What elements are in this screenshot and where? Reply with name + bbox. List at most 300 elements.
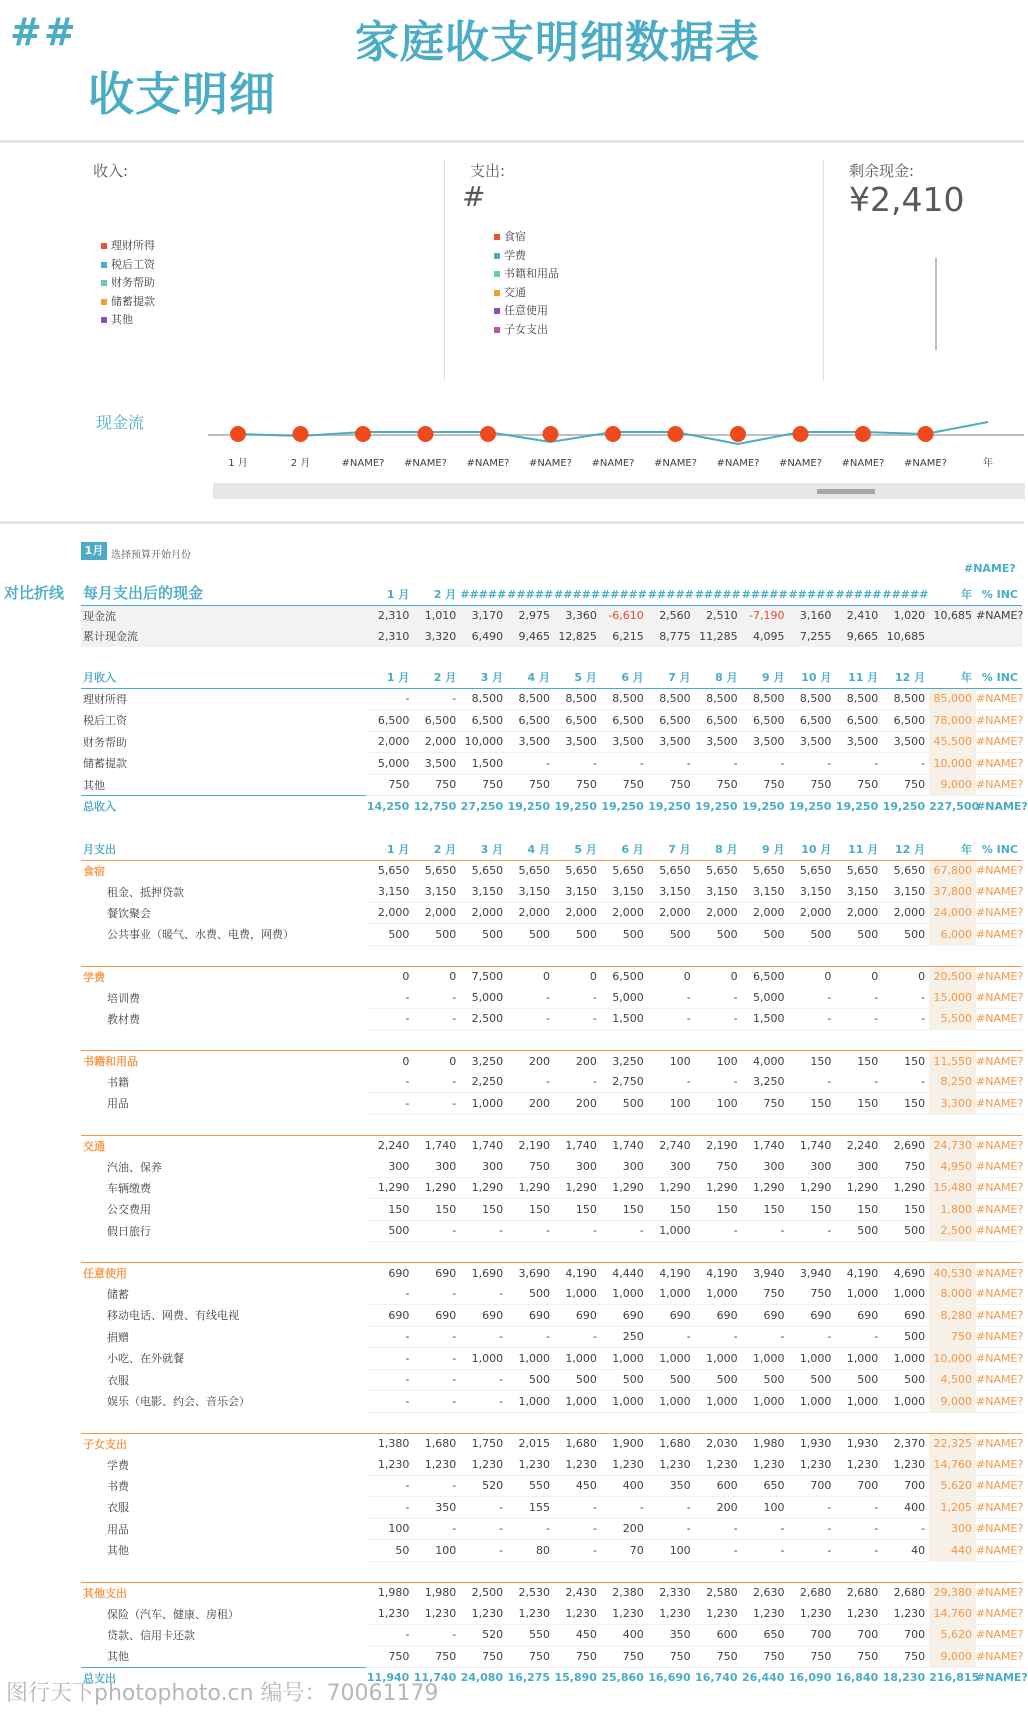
cell: 6 月 [601,667,648,688]
table-row [81,626,1022,647]
cell: #NAME? [976,966,1022,987]
cell: 350 [648,1475,695,1497]
divider [0,521,1024,524]
cell: 2 月 [413,667,460,688]
cell: 0 [788,966,835,987]
cell: - [366,1475,413,1497]
cell: 500 [460,924,507,946]
cell: 2 月 [413,584,460,605]
legend-swatch [101,243,107,249]
cell: 750 [366,1646,413,1668]
cell: - [788,1008,835,1030]
cell: - [413,1475,460,1497]
cell: 690 [507,1305,554,1327]
row-label: 月支出 [81,839,366,860]
cell: 1,000 [648,1348,695,1370]
cell: #NAME? [976,902,1022,924]
cell: 8,500 [601,688,648,710]
cell: 1,290 [882,1177,929,1199]
cell: 750 [882,1156,929,1177]
cell: 2,000 [788,902,835,924]
legend-item [494,302,559,321]
cell: 0 [413,1051,460,1072]
cell: #NAME? [976,1220,1022,1242]
x-tick-label: #NAME? [779,458,822,469]
cell: 8,000 [929,1284,976,1305]
cell: - [835,1326,882,1348]
cell: 2,500 [460,1008,507,1030]
cell: 1,000 [554,1391,601,1413]
row-label: 食宿 [81,860,366,881]
cell: 1,000 [695,1391,742,1413]
cell: 300 [929,1518,976,1540]
cell: 6,215 [601,626,648,647]
cell: 2,000 [366,731,413,753]
cell: 年 [929,839,976,860]
cell: #NAME? [976,1454,1022,1475]
start-month-select[interactable]: 1月 [81,542,107,560]
cell: - [554,987,601,1008]
cell: 11,285 [695,626,742,647]
cell: 1,500 [742,1008,789,1030]
cell: 5,000 [460,987,507,1008]
cell: 5,650 [507,860,554,881]
cell: ##### [788,584,835,605]
cell: - [695,1518,742,1540]
cell: - [413,688,460,710]
cell: 750 [648,774,695,796]
cell: 1 月 [366,584,413,605]
spacer-row [81,1114,1022,1135]
cell: 100 [695,1051,742,1072]
cell: 750 [695,774,742,796]
cell: 450 [554,1624,601,1646]
cell: 1,290 [413,1177,460,1199]
cell: 7,255 [788,626,835,647]
cell: 1,230 [882,1603,929,1624]
cell: 1,680 [648,1433,695,1454]
cell: 690 [554,1305,601,1327]
cell: 500 [695,1369,742,1391]
cell: 100 [648,1051,695,1072]
cell: 1,380 [366,1433,413,1454]
legend-label: 财务帮助 [111,276,155,289]
cell: 1,230 [835,1603,882,1624]
cell: 400 [882,1497,929,1519]
cell: 7 月 [648,667,695,688]
cell: 19,250 [648,796,695,817]
cell: 9,665 [835,626,882,647]
table-row [81,924,1022,946]
row-label: 车辆缴费 [107,1181,151,1195]
cell: 750 [460,774,507,796]
cell: 10,000 [929,1348,976,1370]
cell: 19,250 [882,796,929,817]
cell: 3,690 [507,1263,554,1284]
row-label: 假日旅行 [107,1224,151,1238]
cell: 2,190 [695,1135,742,1156]
cell: 1,000 [554,1284,601,1305]
cashflow-point [730,426,746,442]
cell: 12,750 [413,796,460,817]
cell: 5,650 [788,860,835,881]
cell: 2,740 [648,1135,695,1156]
cell: - [460,1220,507,1242]
cell: 1,000 [601,1284,648,1305]
spacer-row [81,1242,1022,1263]
cell: 8,500 [882,688,929,710]
cell: #NAME? [976,774,1022,796]
cell: 300 [648,1156,695,1177]
cell: #NAME? [976,1391,1022,1413]
cell: 45,500 [929,731,976,753]
cell: 500 [601,1369,648,1391]
cell: 1,230 [648,1454,695,1475]
table-row [81,1391,1022,1413]
cell: 4,950 [929,1156,976,1177]
cell: 8,500 [835,688,882,710]
cell: 3,150 [554,881,601,902]
cell: 1,740 [788,1135,835,1156]
cell: 500 [835,1220,882,1242]
legend-item [494,321,559,340]
cell: 690 [788,1305,835,1327]
cell: - [742,1518,789,1540]
cell: 1,290 [835,1177,882,1199]
cell: 12 月 [882,839,929,860]
income-table [81,667,1028,817]
cell: 690 [413,1305,460,1327]
cash-table [81,584,1022,647]
cell: 500 [648,1369,695,1391]
table-row [81,1646,1022,1668]
table-row [81,1093,1022,1115]
category-row [81,1433,1022,1454]
cell: ##### [554,584,601,605]
row-label [81,584,366,605]
chart-scrollbar[interactable] [213,483,1025,499]
cell: 5,000 [366,753,413,775]
cell: - [366,1093,413,1115]
cell: - [413,1220,460,1242]
row-label: 学费 [81,966,366,987]
cell: % INC [976,584,1022,605]
cell: 80 [507,1540,554,1562]
cell: 5,650 [366,860,413,881]
cell: 1,000 [788,1391,835,1413]
cell: 6,500 [742,710,789,732]
legend-label: 子女支出 [504,322,548,336]
cell: 6,500 [366,710,413,732]
total-row [81,796,1022,817]
cell: 8,500 [648,688,695,710]
cell: 3,940 [742,1263,789,1284]
table-row [81,1518,1022,1540]
cell: - [366,1369,413,1391]
row-label: 餐饮聚会 [107,906,151,920]
cell: 500 [601,1093,648,1115]
cell: -6,610 [601,605,648,626]
cell: 1,980 [742,1433,789,1454]
cell: #NAME? [976,731,1022,753]
table-row [81,605,1022,626]
row-label: 交通 [81,1135,366,1156]
cell: - [554,1008,601,1030]
cell: 5,650 [413,860,460,881]
cell: 1,230 [507,1454,554,1475]
cell: - [835,987,882,1008]
legend-item [101,237,155,256]
cell: 5,000 [742,987,789,1008]
cell: 2,680 [882,1582,929,1603]
cell: 1,740 [742,1135,789,1156]
cell: 150 [882,1093,929,1115]
cell: #NAME? [976,1305,1022,1327]
cell: 1,930 [835,1433,882,1454]
cell: - [788,1220,835,1242]
cell: 500 [507,1369,554,1391]
cell: - [507,1326,554,1348]
cell: 150 [882,1051,929,1072]
cell: 3,500 [835,731,882,753]
row-label: 用品 [107,1522,129,1536]
cell: 750 [507,1646,554,1668]
cell: 3,150 [882,881,929,902]
cell: #NAME? [976,881,1022,902]
cell: 300 [460,1156,507,1177]
cell: 9,000 [929,1646,976,1668]
legend-item [101,274,155,293]
cell: #NAME? [976,796,1022,817]
cell: 100 [742,1497,789,1519]
cell: 4,000 [742,1051,789,1072]
cell: 24,080 [460,1667,507,1688]
cell: - [460,1284,507,1305]
cell: 8,775 [648,626,695,647]
cell: 8,500 [460,688,507,710]
cell: 9 月 [742,839,789,860]
cell: 150 [648,1199,695,1221]
cell: 750 [788,1284,835,1305]
cell: 1,020 [882,605,929,626]
cell: 5 月 [554,839,601,860]
cell: 15,000 [929,987,976,1008]
cell: 1,000 [835,1391,882,1413]
cell: 2,190 [507,1135,554,1156]
cell: 6,500 [413,710,460,732]
cell: 100 [695,1093,742,1115]
table-row [81,1284,1022,1305]
cell: - [882,1518,929,1540]
cell: 7 月 [648,839,695,860]
cell: 2,250 [460,1072,507,1093]
cell: #NAME? [976,710,1022,732]
cell: 6,500 [882,710,929,732]
cell: 14,250 [366,796,413,817]
cell: 1,930 [788,1433,835,1454]
cell: - [507,753,554,775]
row-label: 培训费 [107,991,140,1005]
table-row [81,1454,1022,1475]
cell: 500 [835,924,882,946]
cell: 3 月 [460,839,507,860]
cell: 100 [366,1518,413,1540]
x-tick-label: #NAME? [404,458,447,469]
table-row [81,774,1022,796]
category-row [81,1582,1022,1603]
cell: 16,840 [835,1667,882,1688]
cell: 0 [648,966,695,987]
cell: #NAME? [976,1348,1022,1370]
cell: 500 [695,924,742,946]
cell: 700 [882,1475,929,1497]
cell: - [507,1072,554,1093]
x-tick-label: #NAME? [466,458,510,469]
cell: 150 [835,1093,882,1115]
cell: 750 [366,774,413,796]
cell: 6,500 [695,710,742,732]
cell: 1,230 [882,1454,929,1475]
cashflow-point [418,426,434,442]
table-row [81,710,1022,732]
cell: 750 [413,774,460,796]
cell: 16,690 [648,1667,695,1688]
legend-label: 理财所得 [111,239,155,252]
x-tick-label: #NAME? [716,458,760,469]
cell: #NAME? [976,1667,1022,1688]
cell: 2,690 [882,1135,929,1156]
cell: 10,000 [929,753,976,775]
cell: 500 [788,1369,835,1391]
category-row [81,1051,1022,1072]
cell: #NAME? [976,1156,1022,1177]
cell: - [788,1326,835,1348]
cell: - [460,1518,507,1540]
cell: 9,465 [507,626,554,647]
row-label: 贷款、信用卡还款 [107,1628,195,1642]
cell: - [413,1284,460,1305]
cell: #NAME? [976,1135,1022,1156]
cell: - [413,1072,460,1093]
cell: 1,000 [507,1391,554,1413]
cell: 9 月 [742,667,789,688]
cell: 500 [742,924,789,946]
cell: 6,500 [460,710,507,732]
cell: 700 [882,1624,929,1646]
cell: 1,000 [882,1284,929,1305]
cell: 1,230 [460,1454,507,1475]
cell: ##### [882,584,929,605]
cell: 14,760 [929,1603,976,1624]
cell: 550 [507,1624,554,1646]
cell: 1,000 [601,1391,648,1413]
cell: 350 [413,1497,460,1519]
divider [0,140,1024,143]
cell: - [695,1326,742,1348]
cell: - [413,1008,460,1030]
cell: 0 [695,966,742,987]
row-label: 书籍和用品 [81,1051,366,1072]
cell: 6,000 [929,924,976,946]
cell: 1,740 [460,1135,507,1156]
cell: - [460,1497,507,1519]
cell: - [366,1624,413,1646]
cell: 78,000 [929,710,976,732]
legend-swatch [101,299,107,305]
cell: 200 [507,1093,554,1115]
cell: 19,250 [788,796,835,817]
cell: 14,760 [929,1454,976,1475]
row-label: 书费 [107,1479,129,1493]
spacer-row [81,945,1022,966]
cell: -7,190 [742,605,789,626]
cell: ##### [648,584,695,605]
cell: 150 [788,1051,835,1072]
cell: 750 [788,1646,835,1668]
cell: 1,010 [413,605,460,626]
cell: 750 [648,1646,695,1668]
cell: 500 [882,1369,929,1391]
cell: 500 [507,1284,554,1305]
x-tick-label: #NAME? [591,458,635,469]
x-tick-label: #NAME? [341,458,385,469]
cell: 1,000 [648,1284,695,1305]
cell: #NAME? [976,860,1022,881]
cell: #NAME? [976,924,1022,946]
cell: 24,000 [929,902,976,924]
cashflow-point [230,426,246,442]
cell: 6,500 [507,710,554,732]
cell: 1,000 [835,1284,882,1305]
cell: 1,740 [601,1135,648,1156]
name-error-cell: #NAME? [964,562,1016,575]
cell: - [882,1008,929,1030]
cell: 2,000 [742,902,789,924]
cell: - [742,1220,789,1242]
cell: - [742,1326,789,1348]
cell: 5,620 [929,1624,976,1646]
cell: 1,900 [601,1433,648,1454]
cell: - [601,1220,648,1242]
cell: 700 [835,1475,882,1497]
row-label: 其他支出 [81,1582,366,1603]
cell: 1,290 [507,1177,554,1199]
cell: #NAME? [976,1497,1022,1519]
cell: - [788,987,835,1008]
table-row [81,1305,1022,1327]
cell: 750 [742,1093,789,1115]
cell: 150 [366,1199,413,1221]
cell: 3,150 [413,881,460,902]
cell: 1,290 [554,1177,601,1199]
cell: 1,000 [882,1391,929,1413]
legend-swatch [494,253,500,259]
cell: 5 月 [554,667,601,688]
cell: 300 [366,1156,413,1177]
cashflow-point [668,426,684,442]
cell: #NAME? [976,1093,1022,1115]
cell: 1,680 [554,1433,601,1454]
cell: #NAME? [976,1008,1022,1030]
cell: 500 [413,924,460,946]
cell: - [835,1497,882,1519]
cell: 2,500 [929,1220,976,1242]
cell: 11,940 [366,1667,413,1688]
category-row [81,860,1022,881]
chart-scrollbar-thumb[interactable] [817,489,875,494]
cashflow-point [918,426,934,442]
cell: 750 [601,774,648,796]
